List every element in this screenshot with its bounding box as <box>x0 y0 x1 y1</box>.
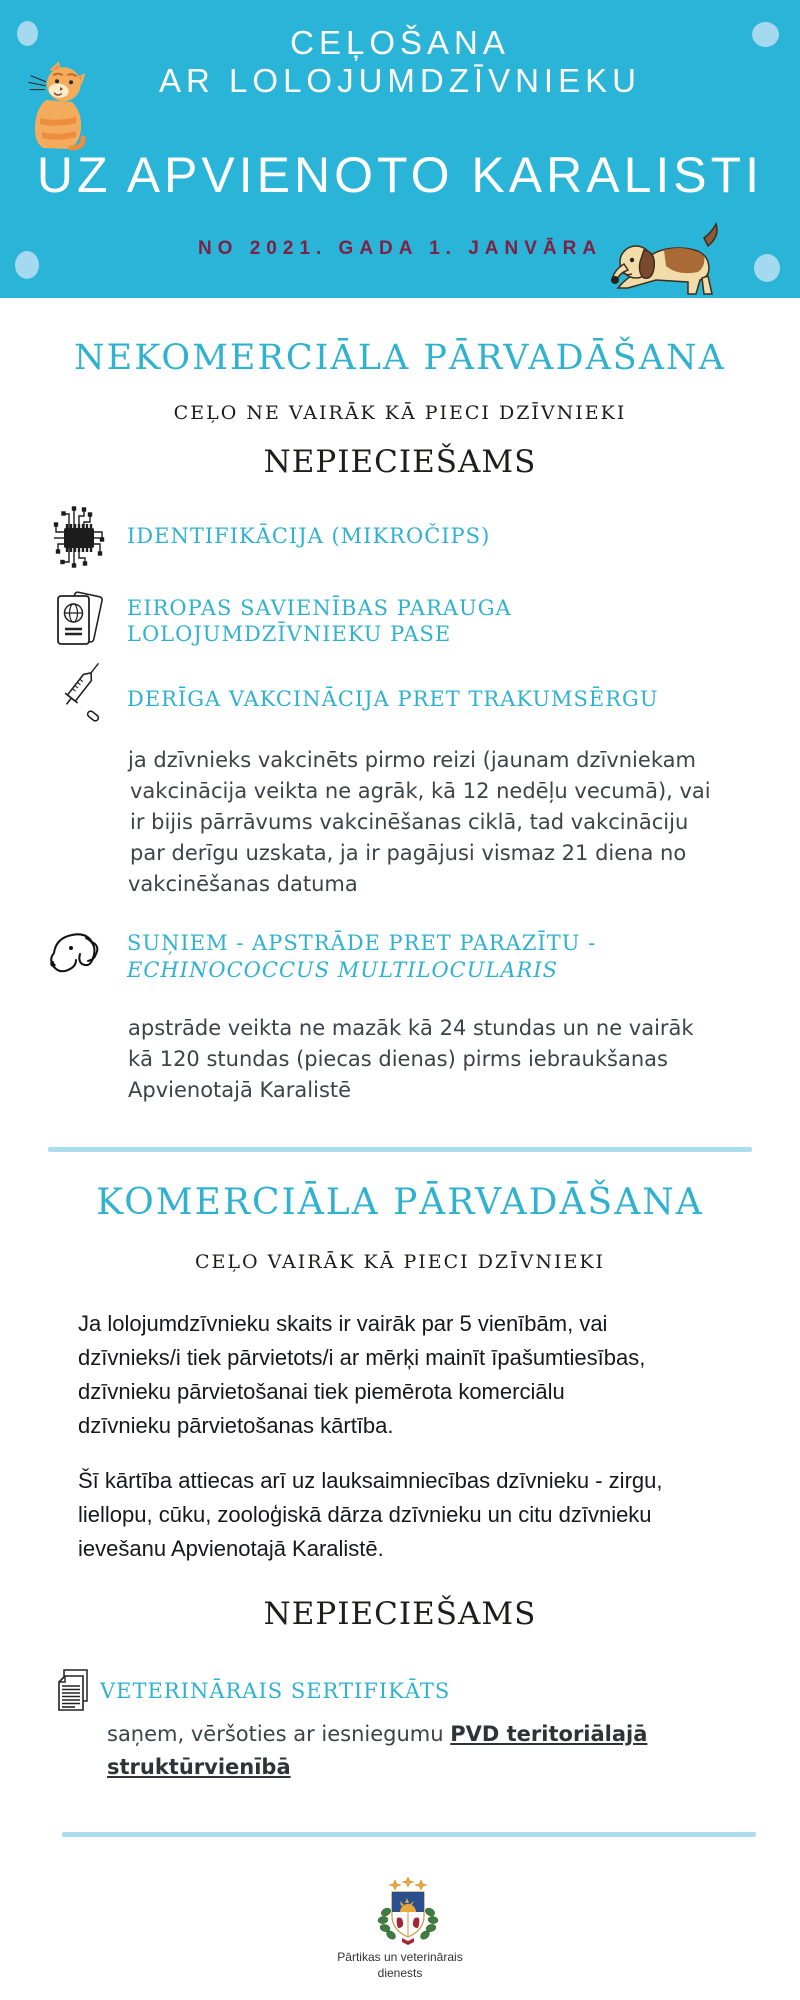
footer-org-line2: dienests <box>377 1966 423 1980</box>
certificate-icon <box>55 1668 91 1716</box>
commercial-para1-line: Ja lolojumdzīvnieku skaits ir vairāk par 5 vienībām, vai <box>78 1311 608 1336</box>
commercial-required-heading: NEPIECIEŠAMS <box>263 1596 537 1632</box>
dogs-label-line1: SUŅIEM - APSTRĀDE PRET PARAZĪTU - <box>127 931 597 955</box>
dogs-note-line: kā 120 stundas (piecas dienas) pirms iebraukšanas <box>128 1047 668 1071</box>
commercial-subtitle: CEĻO VAIRĀK KĀ PIECI DZĪVNIEKI <box>194 1251 606 1273</box>
certificate-label: VETERINĀRAIS SERTIFIKĀTS <box>100 1679 451 1703</box>
passport-label-line2: LOLOJUMDZĪVNIEKU PASE <box>127 622 452 646</box>
commercial-para2-line: liellopu, cūku, zooloģiskā dārza dzīvnieku un citu dzīvnieku <box>78 1502 652 1527</box>
dogs-label-line2: ECHINOCOCCUS MULTILOCULARIS <box>127 958 559 982</box>
dog-illustration-icon <box>608 218 732 302</box>
pvd-coat-of-arms-logo <box>374 1876 442 1950</box>
commercial-para1-line: dzīvnieku pārvietošanai tiek piemērota komerciālu <box>78 1379 565 1404</box>
section-divider <box>48 1147 752 1152</box>
commercial-title: KOMERCIĀLA PĀRVADĀŠANA <box>96 1182 704 1223</box>
commercial-para2-line: Šī kārtība attiecas arī uz lauksaimniecības dzīvnieku - zirgu, <box>78 1468 663 1493</box>
header-banner <box>0 0 800 298</box>
noncommercial-required-heading: NEPIECIEŠAMS <box>263 444 537 480</box>
pvd-link-part1[interactable]: PVD teritoriālajā <box>450 1722 648 1746</box>
vaccination-note-line: ja dzīvnieks vakcinēts pirmo reizi (jaunam dzīvniekam <box>128 748 696 772</box>
footer-org-line1: Pārtikas un veterinārais <box>337 1950 463 1964</box>
commercial-para1-line: dzīvnieku pārvietošanas kārtība. <box>78 1413 394 1438</box>
microchip-label: IDENTIFIKĀCIJA (MIKROČIPS) <box>127 524 491 548</box>
header-title-line3: UZ APVIENOTO KARALISTI <box>36 147 764 203</box>
header-date-note: NO 2021. GADA 1. JANVĀRA <box>197 238 603 259</box>
dogs-note-line: Apvienotajā Karalistē <box>128 1078 352 1102</box>
commercial-para2-line: ievešanu Apvienotajā Karalistē. <box>78 1536 384 1561</box>
vaccination-label: DERĪGA VAKCINĀCIJA PRET TRAKUMSĒRGU <box>127 687 659 711</box>
dog-head-icon <box>46 928 104 986</box>
passport-label-line1: EIROPAS SAVIENĪBAS PARAUGA <box>127 596 512 620</box>
vaccination-note-line: par derīgu uzskata, ja ir pagājusi vismaz 21 diena no <box>130 841 687 865</box>
microchip-icon <box>52 506 106 572</box>
header-title-line1: CEĻOŠANA <box>290 24 510 61</box>
passport-icon <box>54 588 104 654</box>
pvd-link-part2[interactable]: struktūrvienībā <box>107 1755 291 1779</box>
certificate-note-prefix: saņem, vēršoties ar iesniegumu <box>107 1722 451 1746</box>
commercial-para1-line: dzīvnieks/i tiek pārvietots/i ar mērķi mainīt īpašumtiesības, <box>78 1345 646 1370</box>
syringe-icon <box>58 657 102 729</box>
vaccination-note-line: vakcinēšanas datuma <box>128 872 358 896</box>
certificate-note-line1 <box>107 1722 647 1746</box>
footer-divider <box>62 1832 756 1837</box>
vaccination-note-line: vakcinācija veikta ne agrāk, kā 12 nedēļu vecumā), vai <box>130 779 711 803</box>
dogs-note-line: apstrāde veikta ne mazāk kā 24 stundas un ne vairāk <box>128 1016 694 1040</box>
vaccination-note-line: ir bijis pārrāvums vakcinēšanas ciklā, tad vakcināciju <box>130 810 689 834</box>
noncommercial-subtitle: CEĻO NE VAIRĀK KĀ PIECI DZĪVNIEKI <box>173 402 627 424</box>
header-title-line2: AR LOLOJUMDZĪVNIEKU <box>159 62 641 99</box>
noncommercial-title: NEKOMERCIĀLA PĀRVADĀŠANA <box>74 338 726 378</box>
